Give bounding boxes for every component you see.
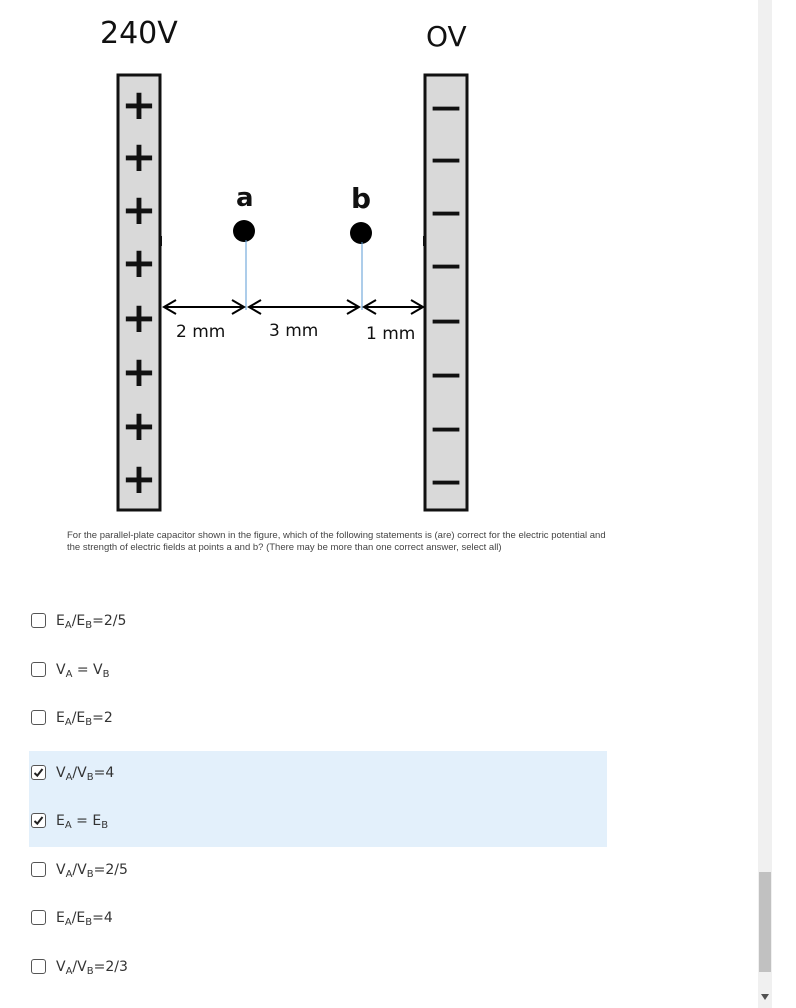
plus-sign: +: [121, 293, 157, 342]
label-subscript: A: [65, 669, 73, 680]
minus-sign: —: [431, 195, 461, 230]
checkbox[interactable]: [31, 613, 46, 628]
label-subscript: A: [64, 620, 72, 631]
label-subscript: A: [64, 820, 72, 831]
label-text: =2/5: [93, 862, 128, 878]
label-text: =2/5: [92, 613, 127, 629]
plus-sign: +: [121, 238, 157, 287]
minus-sign: —: [431, 248, 461, 283]
label-text: = E: [71, 813, 102, 829]
label-text: =2: [92, 710, 113, 726]
label-subscript: A: [65, 966, 73, 977]
label-text: =4: [93, 765, 115, 781]
label-subscript: B: [85, 620, 93, 631]
checkbox[interactable]: [31, 910, 46, 925]
answer-option-va-vb-2-3[interactable]: [29, 945, 607, 993]
label-text: /V: [72, 959, 87, 975]
answer-option-ea-eb[interactable]: [29, 799, 607, 847]
scrollbar-thumb[interactable]: [759, 872, 771, 972]
checkbox[interactable]: [31, 959, 46, 974]
label-text: =4: [92, 910, 113, 926]
plus-sign: +: [121, 132, 157, 181]
answer-option-ea-eb-4[interactable]: [29, 896, 607, 944]
label-subscript: B: [86, 869, 94, 880]
label-text: /E: [71, 710, 86, 726]
option-label: [56, 710, 113, 728]
scroll-down-arrow-icon[interactable]: [761, 994, 769, 1000]
point-a-dot: [233, 220, 255, 242]
left-voltage-label: 240V: [100, 16, 178, 51]
label-subscript: A: [64, 717, 72, 728]
point-b-dot: [350, 222, 372, 244]
checkbox[interactable]: [31, 662, 46, 677]
label-subscript: B: [85, 717, 93, 728]
label-subscript: A: [64, 917, 72, 928]
label-text: E: [56, 813, 65, 829]
label-text: = V: [72, 662, 103, 678]
label-text: =2/3: [93, 959, 128, 975]
plus-sign: +: [121, 347, 157, 396]
answer-option-ea-eb-2[interactable]: [29, 696, 607, 744]
answer-option-va-vb-2-5[interactable]: [29, 848, 607, 896]
label-text: V: [56, 862, 66, 878]
answer-option-va-vb-4[interactable]: [29, 751, 607, 799]
plus-sign: +: [121, 401, 157, 450]
minus-sign: —: [431, 303, 461, 338]
option-label: [56, 910, 113, 928]
label-text: /V: [72, 765, 87, 781]
right-voltage-label: OV: [426, 20, 467, 53]
label-subscript: B: [101, 820, 109, 831]
option-label: [56, 662, 110, 680]
label-subscript: A: [65, 772, 73, 783]
checkbox[interactable]: [31, 710, 46, 725]
minus-sign: —: [431, 142, 461, 177]
label-subscript: A: [65, 869, 73, 880]
option-label: [56, 813, 108, 831]
point-b-label: b: [351, 182, 372, 215]
minus-sign: —: [431, 411, 461, 446]
minus-sign: —: [431, 90, 461, 125]
option-label: [56, 765, 114, 783]
label-text: E: [56, 910, 65, 926]
option-label: [56, 613, 126, 631]
label-text: /E: [71, 910, 86, 926]
option-label: [56, 959, 128, 977]
point-a-label: a: [236, 183, 254, 213]
plus-sign: +: [121, 80, 157, 129]
label-text: /E: [71, 613, 86, 629]
label-text: V: [56, 959, 66, 975]
answer-option-va-vb[interactable]: [29, 648, 607, 696]
plus-sign: +: [121, 185, 157, 234]
question-text: For the parallel-plate capacitor shown in the figure, which of the following statements is (are) correct for the electric potential and the strength of electric fields at points a and b? (There may be more than one correct answer, select all): [67, 530, 606, 553]
label-text: /V: [72, 862, 87, 878]
checkmark-icon: [33, 815, 44, 826]
checkbox-checked[interactable]: [31, 813, 46, 828]
answer-option-ea-eb-2-5[interactable]: [29, 599, 607, 647]
option-label: [56, 862, 128, 880]
minus-sign: —: [431, 464, 461, 499]
distance-label-2mm: 2 mm: [176, 322, 226, 342]
label-text: E: [56, 710, 65, 726]
distance-label-3mm: 3 mm: [269, 321, 319, 341]
label-subscript: B: [102, 669, 110, 680]
scrollbar[interactable]: [758, 0, 772, 1008]
checkbox[interactable]: [31, 862, 46, 877]
minus-sign: —: [431, 357, 461, 392]
label-text: E: [56, 613, 65, 629]
distance-label-1mm: 1 mm: [366, 324, 416, 344]
checkmark-icon: [33, 767, 44, 778]
label-subscript: B: [86, 772, 94, 783]
label-text: V: [56, 662, 66, 678]
label-subscript: B: [86, 966, 94, 977]
distance-arrows: [164, 300, 423, 314]
checkbox-checked[interactable]: [31, 765, 46, 780]
label-subscript: B: [85, 917, 93, 928]
label-text: V: [56, 765, 66, 781]
plus-sign: +: [121, 454, 157, 503]
